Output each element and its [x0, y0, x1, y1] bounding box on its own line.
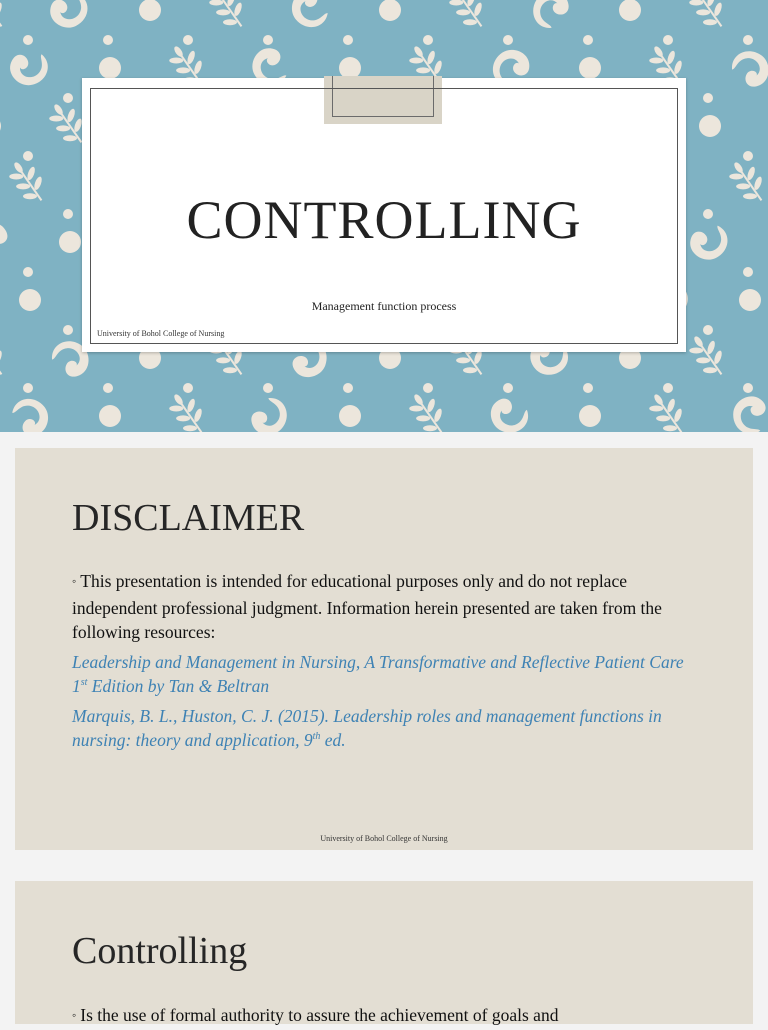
- dot-icon: [699, 115, 721, 137]
- reference-text: Marquis, B. L., Huston, C. J. (2015). Leadership roles and management functions in nursing: theory and application, 9: [72, 706, 662, 750]
- dot-icon: [583, 35, 593, 45]
- bullet-item: [72, 569, 682, 645]
- dot-icon: [619, 0, 641, 21]
- paisley-icon: [4, 42, 55, 93]
- dot-icon: [423, 383, 433, 393]
- dot-icon: [103, 383, 113, 393]
- dot-icon: [663, 383, 673, 393]
- reference-superscript: th: [313, 731, 321, 742]
- dot-icon: [23, 383, 33, 393]
- leaf-sprig-icon: [203, 0, 253, 35]
- disclaimer-slide: [15, 448, 753, 850]
- reference-item: [72, 704, 702, 752]
- bullet-item: [72, 1003, 682, 1030]
- slide-heading: Controlling: [72, 929, 247, 973]
- paisley-icon: [0, 218, 14, 264]
- dot-icon: [743, 383, 753, 393]
- dot-icon: [503, 383, 513, 393]
- bullet-text: Is the use of formal authority to assure the achievement of goals and: [80, 1005, 558, 1025]
- dot-icon: [703, 93, 713, 103]
- paisley-icon: [486, 392, 532, 432]
- leaf-sprig-icon: [443, 0, 493, 35]
- dot-icon: [339, 405, 361, 427]
- dot-icon: [379, 0, 401, 21]
- leaf-sprig-icon: [683, 328, 733, 382]
- leaf-sprig-icon: [723, 154, 768, 208]
- dot-icon: [343, 383, 353, 393]
- dot-icon: [743, 35, 753, 45]
- bullet-text: This presentation is intended for educational purposes only and do not replace independent professional judgment. Information herein presented are taken from the following resources:: [72, 571, 662, 642]
- title-card-frame: [90, 88, 678, 344]
- bullet-marker-icon: ◦: [72, 1008, 76, 1022]
- leaf-sprig-icon: [0, 0, 13, 35]
- dot-icon: [63, 209, 73, 219]
- leaf-sprig-icon: [683, 0, 733, 35]
- dot-icon: [263, 35, 273, 45]
- dot-icon: [263, 383, 273, 393]
- slide-heading: DISCLAIMER: [72, 496, 304, 540]
- dot-icon: [63, 93, 73, 103]
- dot-icon: [23, 151, 33, 161]
- paisley-icon: [726, 390, 768, 432]
- dot-icon: [99, 405, 121, 427]
- dot-icon: [663, 35, 673, 45]
- dot-icon: [743, 151, 753, 161]
- dot-icon: [23, 267, 33, 277]
- dot-icon: [423, 35, 433, 45]
- dot-icon: [579, 57, 601, 79]
- slide-footer: University of Bohol College of Nursing: [97, 329, 224, 338]
- controlling-slide: [15, 881, 753, 1024]
- dot-icon: [99, 57, 121, 79]
- leaf-sprig-icon: [643, 386, 693, 432]
- dot-icon: [103, 35, 113, 45]
- paisley-icon: [250, 397, 289, 432]
- title-card: [82, 78, 686, 352]
- reference-item: [72, 650, 702, 698]
- dot-icon: [743, 267, 753, 277]
- dot-icon: [343, 35, 353, 45]
- leaf-sprig-icon: [3, 154, 53, 208]
- slide-subtitle: Management function process: [91, 299, 677, 314]
- title-slide: [0, 0, 768, 432]
- dot-icon: [0, 115, 1, 137]
- dot-icon: [583, 383, 593, 393]
- paisley-icon: [731, 50, 768, 89]
- reference-text: Leadership and Management in Nursing, A Transformative and Reflective Patient Care 1: [72, 652, 684, 696]
- paisley-icon: [289, 0, 331, 30]
- dot-icon: [739, 289, 761, 311]
- paisley-icon: [9, 396, 51, 432]
- paisley-icon: [532, 0, 571, 29]
- leaf-sprig-icon: [0, 328, 13, 382]
- dot-icon: [63, 325, 73, 335]
- dot-icon: [703, 325, 713, 335]
- dot-icon: [59, 231, 81, 253]
- reference-text-end: ed.: [320, 730, 345, 750]
- leaf-sprig-icon: [163, 386, 213, 432]
- reference-superscript: st: [81, 677, 88, 688]
- dot-icon: [19, 289, 41, 311]
- reference-text-end: Edition by Tan & Beltran: [87, 676, 269, 696]
- dot-icon: [139, 0, 161, 21]
- dot-icon: [503, 35, 513, 45]
- slide-footer: University of Bohol College of Nursing: [15, 834, 753, 843]
- leaf-sprig-icon: [403, 386, 453, 432]
- bullet-marker-icon: ◦: [72, 574, 76, 588]
- paisley-icon: [45, 0, 93, 34]
- dot-icon: [183, 383, 193, 393]
- slide-title: CONTROLLING: [91, 189, 677, 251]
- paisley-icon: [685, 218, 733, 266]
- dot-icon: [183, 35, 193, 45]
- dot-icon: [23, 35, 33, 45]
- dot-icon: [703, 209, 713, 219]
- dot-icon: [579, 405, 601, 427]
- leaf-sprig-icon: [763, 96, 768, 150]
